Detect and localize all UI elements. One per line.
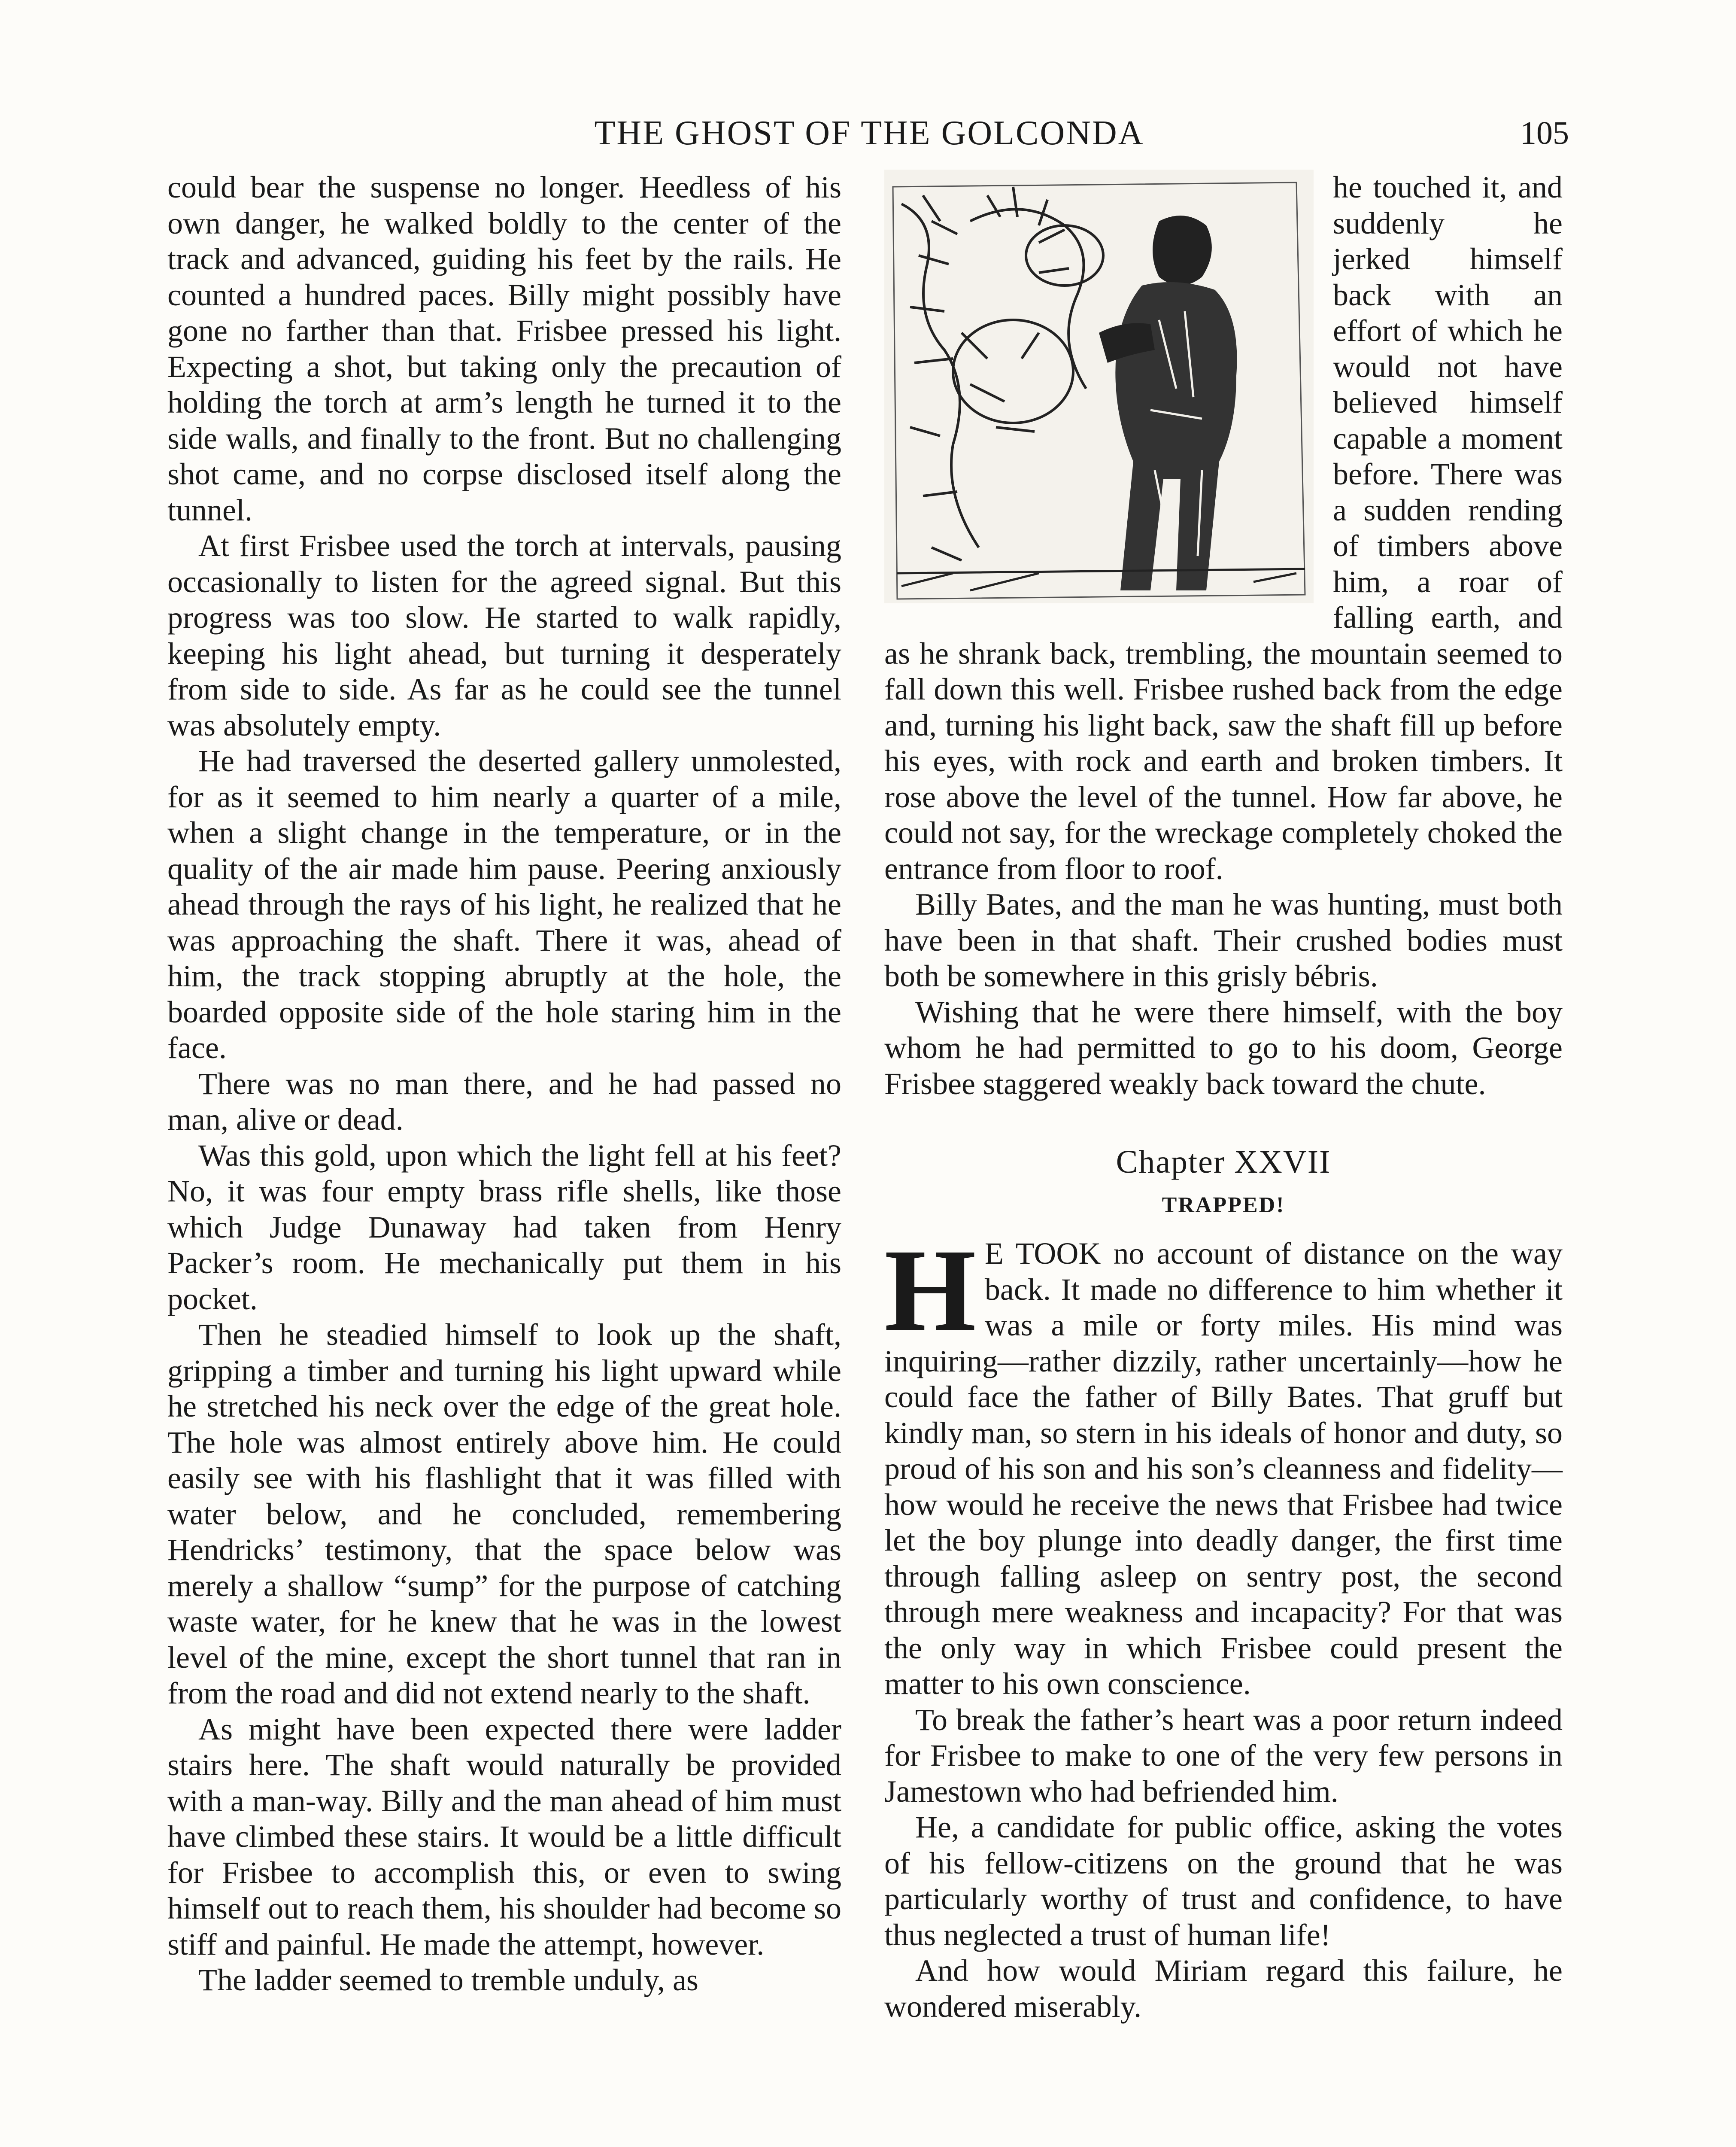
paragraph: Then he steadied himself to look up the shaft, gripping a timber and turning his light upward while he stretched his neck over the edge of the great hole. The hole was almost entirely above him. He could easily see with his flashlight that it was filled with water below, and he concluded, remembering Hendricks’ testimony, that the space below was merely a shallow “sump” for the purpose of catching waste water, for he knew that he was in the lowest level of the mine, except the short tunnel that ran in from the road and did not extend nearly to the shaft.: [167, 1317, 841, 1710]
illustration-collapse-image: [884, 170, 1314, 603]
left-column: [167, 170, 841, 1998]
drop-cap: H: [884, 1225, 976, 1356]
chapter-word: Chapter: [1116, 1144, 1226, 1180]
paragraph: Billy Bates, and the man he was hunting, must both have been in that shaft. Their crushed bodies must both be somewhere in this grisly bébris.: [884, 887, 1563, 993]
right-column: [884, 170, 1563, 2025]
paragraph: could bear the suspense no longer. Heedless of his own danger, he walked boldly to the center of the track and advanced, guiding his feet by the rails. He counted a hundred paces. Billy might possibly have gone no farther than that. Frisbee pressed his light. Expecting a shot, but taking only the precaution of holding the torch at arm’s length he turned it to the side walls, and finally to the front. But no challenging shot came, and no corpse disclosed itself along the tunnel.: [167, 170, 841, 527]
chapter-heading: [884, 1140, 1563, 1183]
paragraph: he touched it, and suddenly he jerked himself back with an effort of which he would not have believed himself capable a moment before. There was a sudden rending of timbers above him, a roar of falling earth, and as he shrank back, trembling, the mountain seemed to fall down this well. Frisbee rushed back from the edge and, turning his light back, saw the shaft fill up before his eyes, with rock and earth and broken timbers. It rose above the level of the tunnel. How far above, he could not say, for the wreckage completely choked the entrance from floor to roof.: [884, 170, 1563, 886]
paragraph: The ladder seemed to tremble unduly, as: [198, 1963, 698, 1997]
paragraph: At first Frisbee used the torch at intervals, pausing occasionally to listen for the agreed signal. But this progress was too slow. He started to walk rapidly, keeping his light ahead, but turning it desperately from side to side. As far as he could see the tunnel was absolutely empty.: [167, 529, 841, 742]
paragraph: As might have been expected there were ladder stairs here. The shaft would naturally be provided with a man-way. Billy and the man ahead of him must have climbed these stairs. It would be a little difficult for Frisbee to accomplish this, or even to swing himself out to reach them, his shoulder had become so stiff and painful. He made the attempt, however.: [167, 1712, 841, 1961]
page-number: 105: [1520, 115, 1569, 151]
running-title: THE GHOST OF THE GOLCONDA: [594, 114, 1144, 152]
paragraph: Was this gold, upon which the light fell at his feet? No, it was four empty brass rifle shells, like those which Judge Dunaway had taken from Henry Packer’s room. He mechanically put them in his pocket.: [167, 1138, 841, 1316]
paragraph: There was no man there, and he had passed no man, alive or dead.: [167, 1066, 841, 1137]
chapter-first-paragraph: H E TOOK no account of distance on the way back. It made no difference to him whether it was a mile or forty miles. His mind was inquiring—rather dizzily, rather uncertainly—how he could face the father of Billy Bates. That gruff but kindly man, so stern in his ideals of honor and duty, so proud of his son and his son’s cleanness and fidelity—how would he receive the news that Frisbee had twice let the boy plunge into deadly danger, the first time through falling asleep on sentry post, the second through mere weakness and incapacity? For that was the only way in which Frisbee could present the matter to his own conscience.: [884, 1225, 1563, 1701]
man-in-tunnel-illustration: [884, 170, 1314, 603]
chapter-numeral: XXVII: [1234, 1144, 1331, 1180]
paragraph: Wishing that he were there himself, with the boy whom he had permitted to go to his doom, George Frisbee staggered weakly back toward the chute.: [884, 994, 1563, 1101]
paragraph: He had traversed the deserted gallery unmolested, for as it seemed to him nearly a quarter of a mile, when a slight change in the temperature, or in the quality of the air made him pause. Peering anxiously ahead through the rays of his light, he realized that he was approaching the shaft. There it was, ahead of him, the track stopping abruptly at the hole, the boarded opposite side of the hole staring him in the face.: [167, 744, 841, 1065]
paragraph: He, a candidate for public office, asking the votes of his fellow-citizens on the ground that he was particularly worthy of trust and confidence, to have thus neglected a trust of human life!: [884, 1810, 1563, 1952]
paragraph: And how would Miriam regard this failure, he wondered miserably.: [884, 1953, 1563, 2024]
paragraph: To break the father’s heart was a poor return indeed for Frisbee to make to one of the very few persons in Jamestown who had befriended him.: [884, 1702, 1563, 1809]
chapter-subtitle: TRAPPED!: [1162, 1193, 1285, 1217]
page-header: [174, 109, 1569, 157]
